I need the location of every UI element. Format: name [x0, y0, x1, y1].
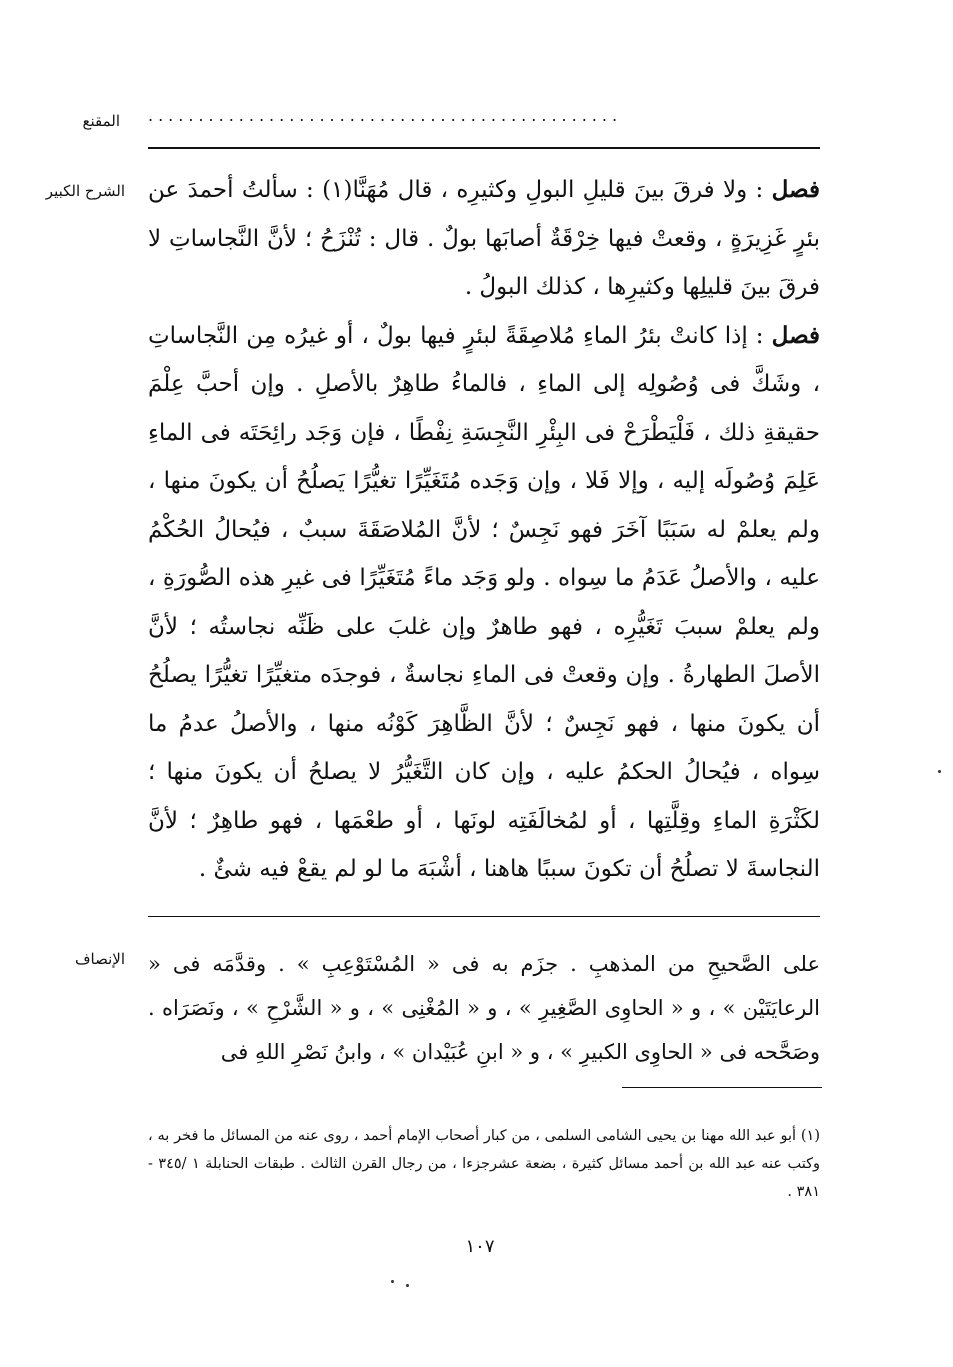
running-header-title: المقنع — [82, 112, 120, 130]
page-number: ١٠٧ — [465, 1236, 495, 1257]
scan-speck — [406, 1284, 409, 1287]
paragraph-1-body: : ولا فرقَ بينَ قليلِ البولِ وكثيرِه ، قال مُهَنَّا(١) : سألتُ أحمدَ عن بئرٍ غَزِيرَةٍ ، وقعتْ فيها خِرْقَةٌ أصابَها بولٌ . قال : تُنْزَحُ ؛ لأنَّ النَّجاساتِ لا فرقَ بينَ قليلِها وكثيرِها ، كذلك البولُ . — [148, 177, 820, 300]
section-heading-fasl: فصل — [771, 321, 821, 349]
scan-speck — [938, 770, 941, 773]
paragraph-2 — [148, 312, 820, 894]
paragraph-2-body: : إذا كانتْ بئرُ الماءِ مُلاصِقَةً لبئرٍ فيها بولٌ ، أو غيرُه مِن النَّجاساتِ ، وشَكَّ فى وُصُولِه إلى الماءِ ، فالماءُ طاهِرٌ بالأصلِ . وإن أحبَّ عِلْمَ حقيقةِ ذلك ، فَلْيَطْرَحْ فى البِئْرِ النَّجِسَةِ نِفْطًا ، فإن وَجَد رائِحَتَه فى الماءِ عَلِمَ وُصُولَه إليه ، وإلا فَلا ، وإن وَجَده مُتَغَيِّرًا تغيُّرًا يَصلُحُ أن يكونَ منها ، ولم يعلمْ له سَبَبًا آخَرَ فهو نَجِسٌ ؛ لأنَّ المُلاصَقَةَ سببٌ ، فيُحالُ الحُكْمُ عليه ، والأصلُ عَدَمُ ما سِواه . ولو وَجَد ماءً مُتَغَيِّرًا فى غيرِ هذه الصُّورَةِ ، ولم يعلمْ سببَ تَغَيُّرِه ، فهو طاهرٌ وإن غلبَ على ظَنِّه نجاستُه ؛ لأنَّ الأصلَ الطهارةُ . وإن وقعتْ فى الماءِ نجاسةٌ ، فوجدَه متغيِّرًا تغيُّرًا يصلُحُ أن يكونَ منها ، فهو نَجِسٌ ؛ لأنَّ الظَّاهِرَ كَوْنُه منها ، والأصلُ عدمُ ما سِواه ، فيُحالُ الحكمُ عليه ، وإن كان التَّغَيُّرُ لا يصلحُ أن يكونَ منها ؛ لكَثْرَةِ الماءِ وقِلَّتِها ، أو لمُخالَفَتِه لونَها ، أو طعْمَها ، فهو طاهِرٌ ؛ لأنَّ النجاسةَ لا تصلُحُ أن تكونَ سببًا هاهنا ، أشْبَهَ ما لو لم يقعْ فيه شئٌ . — [148, 322, 820, 882]
header-rule — [148, 147, 820, 149]
insaf-paragraph: على الصَّحيحِ من المذهبِ . جزَم به فى « المُسْتَوْعِبِ » . وقدَّمَه فى « الرعايَتَيْن » ، و « الحاوِى الصَّغِيرِ » ، و « المُغْنِى » ، و « الشَّرْحِ » ، ونَصَرَاه . وصَحَّحه فى « الحاوِى الكبيرِ » ، و « ابنِ عُبَيْدان » ، وابنُ نَصْرِ اللهِ فى — [148, 952, 820, 1064]
scan-speck — [391, 1280, 394, 1283]
section-heading-fasl: فصل — [771, 176, 820, 203]
header-dotted-leader: ............................................... — [148, 106, 623, 125]
footnote-divider — [622, 1087, 822, 1088]
paragraph-1 — [148, 166, 820, 312]
footnote-block — [148, 1122, 820, 1206]
section-divider — [148, 916, 820, 917]
side-label-sharh: الشرح الكبير — [45, 182, 125, 200]
side-label-insaf: الإنصاف — [74, 950, 125, 968]
main-text-block — [148, 166, 820, 894]
footnote-1: (١) أبو عبد الله مهنا بن يحيى الشامى السلمى ، من كبار أصحاب الإمام أحمد ، روى عنه من المسائل ما فخر به ، وكتب عنه عبد الله بن أحمد مسائل كثيرة ، بضعة عشرجزءا ، من رجال القرن الثالث . طبقات الحنابلة ١ /٣٤٥ - ٣٨١ . — [148, 1128, 820, 1200]
insaf-text-block — [148, 942, 820, 1074]
